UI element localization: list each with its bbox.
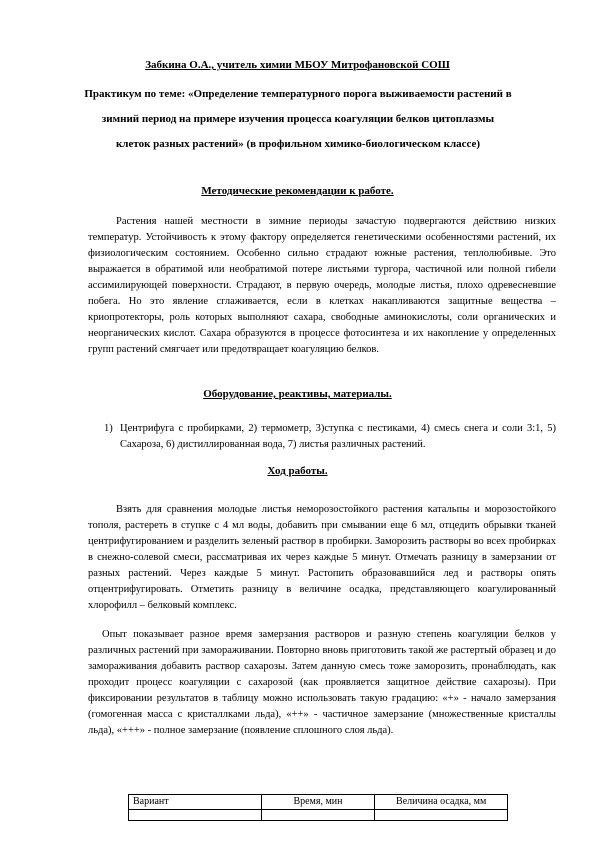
work-paragraph-1: Взять для сравнения молодые листья неморозостойкого растения катальпы и морозостойкого тополя, растереть в ступке с 4 мл воды, добавить при смывании еще 6 мл, отцедить обрывки тканей центрифугированием и разделить зеленый раствор в пробирки. Заморозить растворы во всех пробирках в снежно-солевой смеси, рассматривая их через каждые 5 минут. Отмечать разницу в замерзании от разных растений. Через каждые 5 минут. Растопить образовавшийся лед и растворы опять отцентрифугировать. Отметить разницу в величине осадка, представляющего коагулированный хлорофилл – белковый комплекс. — [88, 504, 556, 611]
method-heading: Методические рекомендации к работе. — [201, 185, 394, 197]
table-cell — [375, 810, 508, 821]
results-table — [128, 794, 508, 821]
table-header-row — [129, 795, 508, 810]
table-header-sediment: Величина осадка, мм — [375, 795, 508, 810]
table-row — [129, 810, 508, 821]
work-heading: Ход работы. — [267, 465, 328, 477]
equipment-heading: Оборудование, реактивы, материалы. — [203, 388, 392, 400]
table-header-time: Время, мин — [261, 795, 375, 810]
table-cell — [261, 810, 375, 821]
equipment-list-text: Центрифуга с пробирками, 2) термометр, 3)ступка с пестиками, 4) смесь снега и соли 3:1, 5) Сахароза, 6) дистиллированная вода, 7) листья различных растений. — [120, 423, 556, 450]
author-line: Забкина О.А., учитель химии МБОУ Митрофановской СОШ — [145, 59, 450, 71]
method-paragraph: Растения нашей местности в зимние периоды зачастую подвергаются действию низких температур. Устойчивость к этому фактору определяется генетическими особенностями растений, их физиологическим состоянием. Особенно сильно страдают южные растения, теплолюбивые. Это выражается в обратимой или необратимой потере листьями тургора, частичной или полной гибели ассимилирующей поверхности. Страдают, в первую очередь, молодые листья, плохо одревесневшие побега. Но это явление сглаживается, если в клетках накапливаются защитные вещества – криопротекторы, роль которых выполняют сахара, свободные аминокислоты, соли органических и неорганических кислот. Сахара образуются в процессе фотосинтеза и их накопление у определенных групп растений смягчает или предотвращает коагуляцию белков. — [88, 216, 556, 355]
practicum-topic: Практикум по теме: «Определение температурного порога выживаемости растений в зимний период на примере изучения процесса коагуляции белков цитоплазмы клеток разных растений» (в профильном химико-биологическом классе) — [84, 88, 512, 150]
table-header-variant: Вариант — [129, 795, 262, 810]
equipment-list-number: 1) — [104, 423, 113, 434]
table-cell — [129, 810, 262, 821]
equipment-list — [104, 421, 556, 453]
work-paragraph-2: Опыт показывает разное время замерзания растворов и разную степень коагуляции белков у различных растений при замораживании. Повторно вновь приготовить такой же растертый образец и до замораживания добавить раствор сахарозы. Затем данную смесь тоже заморозить, пронаблюдать, как проходит процесс коагуляции с сахарозой (как проявляется защитное действие сахарозы). При фиксировании результатов в таблицу можно использовать такую градацию: «+» - начало замерзания (гомогенная масса с кристаллками льда), «++» - частичное замерзание (множественные кристаллы льда), «+++» - полное замерзание (появление сплошного слоя льда). — [88, 629, 556, 736]
